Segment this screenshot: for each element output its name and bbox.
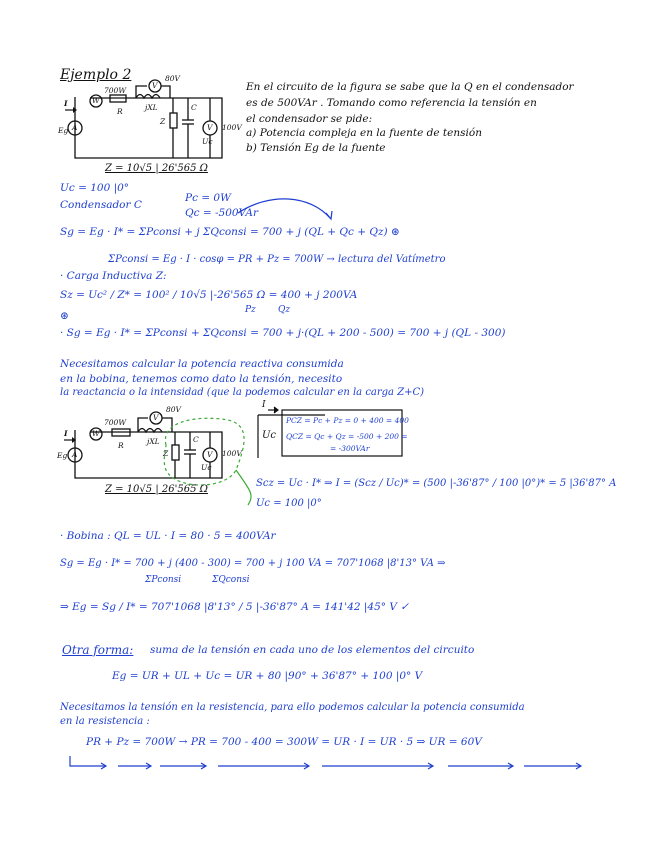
side-current: I — [262, 400, 266, 410]
coil-label-2: jXL — [147, 437, 160, 446]
bobina-equation: · Bobina : QL = UL · I = 80 · 5 = 400VAr — [60, 530, 276, 542]
side-qcz-result: = -300VAr — [330, 444, 370, 453]
explanation-line: en la bobina, tenemos como dato la tensión, necesito — [60, 373, 343, 385]
sg-equation-2: · Sg = Eg · I* = ΣPconsi + ΣQconsi = 700 + j·(QL + 200 - 500) = 700 + j (QL - 300) — [60, 327, 506, 339]
uc-value: Uc = 100 |0° — [256, 498, 322, 509]
capacitor-p: Pc = 0W — [185, 192, 231, 204]
statement-line: En el circuito de la figura se sabe que la Q en el condensador — [246, 81, 574, 93]
ammeter-symbol-2: A — [72, 450, 78, 459]
sg-equation: Sg = Eg · I* = ΣPconsi + j ΣQconsi = 700 + j (QL + Qc + Qz) ⊛ — [60, 226, 400, 238]
capacitor-label: C — [191, 103, 197, 112]
capacitor-heading: Condensador C — [60, 199, 142, 211]
capacitor-label-2: C — [193, 435, 199, 444]
uc-reading-2: 100V — [222, 449, 242, 458]
source-label-2: Eg — [57, 451, 68, 460]
inductive-load-heading: · Carga Inductiva Z: — [60, 270, 167, 282]
uc-label-2: Uc — [201, 463, 212, 472]
capacitor-q: Qc = -500VAr — [185, 207, 259, 219]
otra-forma-text: suma de la tensión en cada uno de los elementos del circuito — [150, 644, 475, 656]
explanation-line: la reactancia o la intensidad (que la podemos calcular en la carga Z+C) — [60, 387, 425, 398]
resistor-power-equation: PR + Pz = 700W → PR = 700 - 400 = 300W = UR · I = UR · 5 ⇒ UR = 60V — [86, 736, 482, 748]
q-consumed-label: ΣQconsi — [212, 575, 250, 585]
eg-sum-equation: Eg = UR + UL + Uc = UR + 80 |90° + 36'87° + 100 |0° V — [112, 670, 423, 682]
p-consumed-equation: ΣPconsi = Eg · I · cosφ = PR + Pz = 700W → lectura del Vatímetro — [108, 254, 446, 265]
qz-label: Qz — [278, 305, 291, 315]
uc-reference: Uc = 100 |0° — [60, 182, 130, 194]
page-title: Ejemplo 2 — [60, 67, 132, 83]
statement-line: b) Tensión Eg de la fuente — [246, 142, 386, 154]
impedance-value-2: Z = 10√5 | 26'565 Ω — [105, 484, 208, 495]
side-uc: Uc — [262, 430, 277, 441]
uc-label: Uc — [202, 137, 213, 146]
sz-equation: Sz = Uc² / Z* = 100² / 10√5 |-26'565 Ω = 400 + j 200VA — [60, 289, 358, 301]
load-label: Z — [160, 117, 166, 126]
final-line: Necesitamos la tensión en la resistencia, para ello podemos calcular la potencia consumida — [60, 702, 525, 713]
wattmeter-reading: 700W — [104, 86, 127, 95]
wattmeter-symbol-2: W — [92, 429, 100, 438]
explanation-line: Necesitamos calcular la potencia reactiva consumida — [60, 358, 344, 370]
resistor-label: R — [117, 107, 123, 116]
side-qcz: QCZ = Qc + Qz = -500 + 200 = — [286, 432, 408, 441]
pz-label: Pz — [245, 305, 256, 315]
impedance-value: Z = 10√5 | 26'565 Ω — [105, 163, 208, 174]
side-pcz: PCZ = Pc + Pz = 0 + 400 = 400 — [286, 416, 409, 425]
uc-voltmeter-symbol: V — [207, 123, 213, 132]
uc-voltmeter-symbol-2: V — [207, 450, 213, 459]
statement-line: es de 500VAr . Tomando como referencia la tensión en — [246, 97, 537, 109]
uc-reading: 100V — [222, 123, 242, 132]
source-label: Eg — [58, 126, 69, 135]
statement-line: a) Potencia compleja en la fuente de tensión — [246, 127, 482, 139]
resistor-label-2: R — [118, 441, 124, 450]
wattmeter-reading-2: 700W — [104, 418, 127, 427]
ammeter-symbol: A — [72, 123, 78, 132]
current-label: I — [64, 99, 68, 108]
wattmeter-symbol: W — [92, 96, 100, 105]
voltmeter-symbol: V — [152, 81, 158, 90]
load-label-2: Z — [163, 449, 169, 458]
voltmeter-reading-2: 80V — [166, 405, 181, 414]
current-label-2: I — [64, 429, 68, 438]
eg-result: ⇒ Eg = Sg / I* = 707'1068 |8'13° / 5 |-36'87° A = 141'42 |45° V ✓ — [60, 601, 410, 613]
statement-line: el condensador se pide: — [246, 113, 373, 125]
sg-power-equation: Sg = Eg · I* = 700 + j (400 - 300) = 700 + j 100 VA = 707'1068 |8'13° VA ⇒ — [60, 558, 446, 569]
p-consumed-label: ΣPconsi — [145, 575, 182, 585]
final-line: en la resistencia : — [60, 716, 150, 727]
voltmeter-reading: 80V — [165, 74, 180, 83]
coil-label: jXL — [145, 103, 158, 112]
voltmeter-symbol-2: V — [153, 413, 159, 422]
otra-forma-title: Otra forma: — [62, 643, 134, 657]
scz-equation: Scz = Uc · I* ⇒ I = (Scz / Uc)* = (500 |-36'87° / 100 |0°)* = 5 |36'87° A — [256, 478, 617, 489]
marker: ⊛ — [60, 310, 69, 322]
